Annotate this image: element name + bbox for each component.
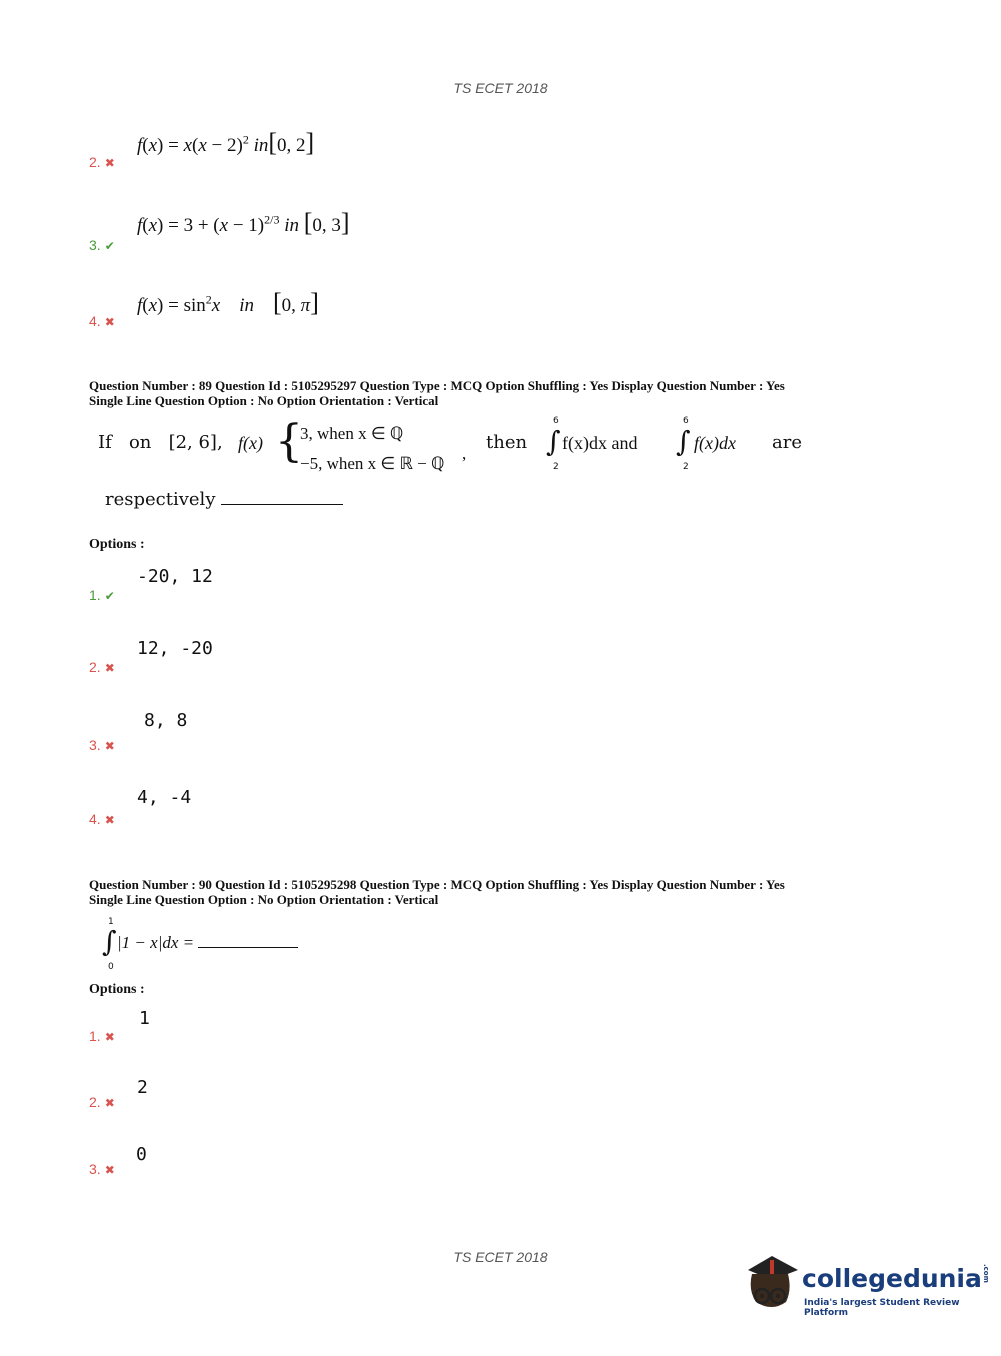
comma: , [462, 444, 467, 463]
option-number: 4. [89, 313, 101, 329]
q89-option-3-value: 8, 8 [144, 710, 188, 731]
q89-meta-line2: Single Line Question Option : No Option Orientation : Vertical [89, 393, 439, 408]
q90-option-3-value: 0 [136, 1144, 147, 1165]
q90-int-upper: 1 [108, 917, 114, 927]
logo-wordmark [802, 1264, 990, 1293]
option-number: 1. [89, 587, 101, 603]
q89-function [238, 433, 263, 454]
q89-respectively [105, 489, 343, 510]
cross-icon: ✖ [104, 315, 115, 329]
prev-option-2 [89, 152, 115, 171]
q90-option-2[interactable] [89, 1092, 115, 1111]
q90-meta-line1: Question Number : 90 Question Id : 5105295298 Question Type : MCQ Option Shuffling : Yes Display Question Number : Yes [89, 877, 785, 892]
q89-integral-1: f(x)dx and [562, 433, 638, 453]
q89-option-1[interactable] [89, 585, 115, 604]
cross-icon: ✖ [104, 813, 115, 827]
cross-icon: ✖ [104, 1096, 115, 1110]
stem-word: If [98, 432, 112, 453]
stem-word: respectively [105, 489, 216, 510]
option-number: 1. [89, 1028, 101, 1044]
stem-word: on [128, 432, 152, 453]
logo-tagline: India's largest Student Review Platform [804, 1298, 960, 1318]
q89-option-3[interactable] [89, 735, 115, 754]
option-number: 3. [89, 737, 101, 753]
q89-option-1-value: -20, 12 [137, 566, 213, 587]
cross-icon: ✖ [104, 1163, 115, 1177]
q90-option-3[interactable] [89, 1159, 115, 1178]
option-number: 4. [89, 811, 101, 827]
logo-dotcom: .com [981, 1264, 990, 1283]
q89-option-2-value: 12, -20 [137, 638, 213, 659]
q90-meta [89, 877, 785, 907]
check-icon: ✔ [104, 239, 115, 253]
int2-lower: 2 [683, 462, 689, 472]
q90-option-1[interactable] [89, 1026, 115, 1045]
option-number: 3. [89, 1161, 101, 1177]
answer-blank [198, 947, 298, 948]
brace-icon: { [275, 416, 303, 467]
int1-upper: 6 [553, 416, 559, 426]
q89-option-4[interactable] [89, 809, 115, 828]
prev-option-4 [89, 311, 115, 330]
option-number: 3. [89, 237, 101, 253]
prev-option-3 [89, 235, 115, 254]
function-name: f(x) [238, 433, 263, 453]
logo-name: collegedunia [802, 1264, 982, 1293]
int1-lower: 2 [553, 462, 559, 472]
q90-integrand [117, 933, 298, 953]
q89-option-2[interactable] [89, 657, 115, 676]
q90-options-label: Options : [89, 982, 145, 997]
q89-cases [300, 419, 444, 479]
collegedunia-mascot-icon [742, 1250, 800, 1312]
q90-meta-line2: Single Line Question Option : No Option Orientation : Vertical [89, 892, 439, 907]
case-irrational: −5, when x ∈ ℝ − ℚ [300, 454, 445, 473]
q90-option-2-value: 2 [137, 1077, 148, 1098]
check-icon: ✔ [104, 589, 115, 603]
cross-icon: ✖ [104, 1030, 115, 1044]
cross-icon: ✖ [104, 661, 115, 675]
option-number: 2. [89, 1094, 101, 1110]
cross-icon: ✖ [104, 156, 115, 170]
q89-meta [89, 378, 785, 408]
q89-are: are [772, 432, 802, 453]
prev-option-4-expression: $f(x) = \sin^2x$ in [0, π] [137, 288, 319, 317]
cross-icon: ✖ [104, 739, 115, 753]
option-number: 2. [89, 154, 101, 170]
integral-sign-icon: ∫ [546, 425, 561, 458]
integral-sign-icon: ∫ [102, 925, 117, 958]
stem-interval: [2, 6], [168, 432, 223, 453]
q89-stem-if [98, 432, 223, 453]
q89-integral-2: f(x)dx [694, 433, 736, 453]
q89-option-4-value: 4, -4 [137, 787, 192, 808]
q90-option-1-value: 1 [139, 1008, 150, 1029]
q89-then: then [486, 432, 528, 453]
page-header: TS ECET 2018 [453, 80, 548, 96]
integral-sign-icon: ∫ [676, 425, 691, 458]
prev-option-2-expression: $f(x) = x(x - 2)^2$ in[0, 2] [137, 128, 315, 157]
option-number: 2. [89, 659, 101, 675]
page-footer: TS ECET 2018 [453, 1249, 548, 1265]
answer-blank [221, 504, 343, 505]
q89-options-label: Options : [89, 537, 145, 552]
integrand-text: |1 − x|dx = [117, 933, 195, 952]
q90-int-lower: 0 [108, 962, 114, 972]
prev-option-3-expression: $f(x) = 3 + (x - 1)^{2/3}$ in [0, 3] [137, 208, 350, 237]
case-rational: 3, when x ∈ ℚ [300, 424, 404, 443]
int2-upper: 6 [683, 416, 689, 426]
q89-meta-line1: Question Number : 89 Question Id : 5105295297 Question Type : MCQ Option Shuffling : Yes Display Question Number : Yes [89, 378, 785, 393]
